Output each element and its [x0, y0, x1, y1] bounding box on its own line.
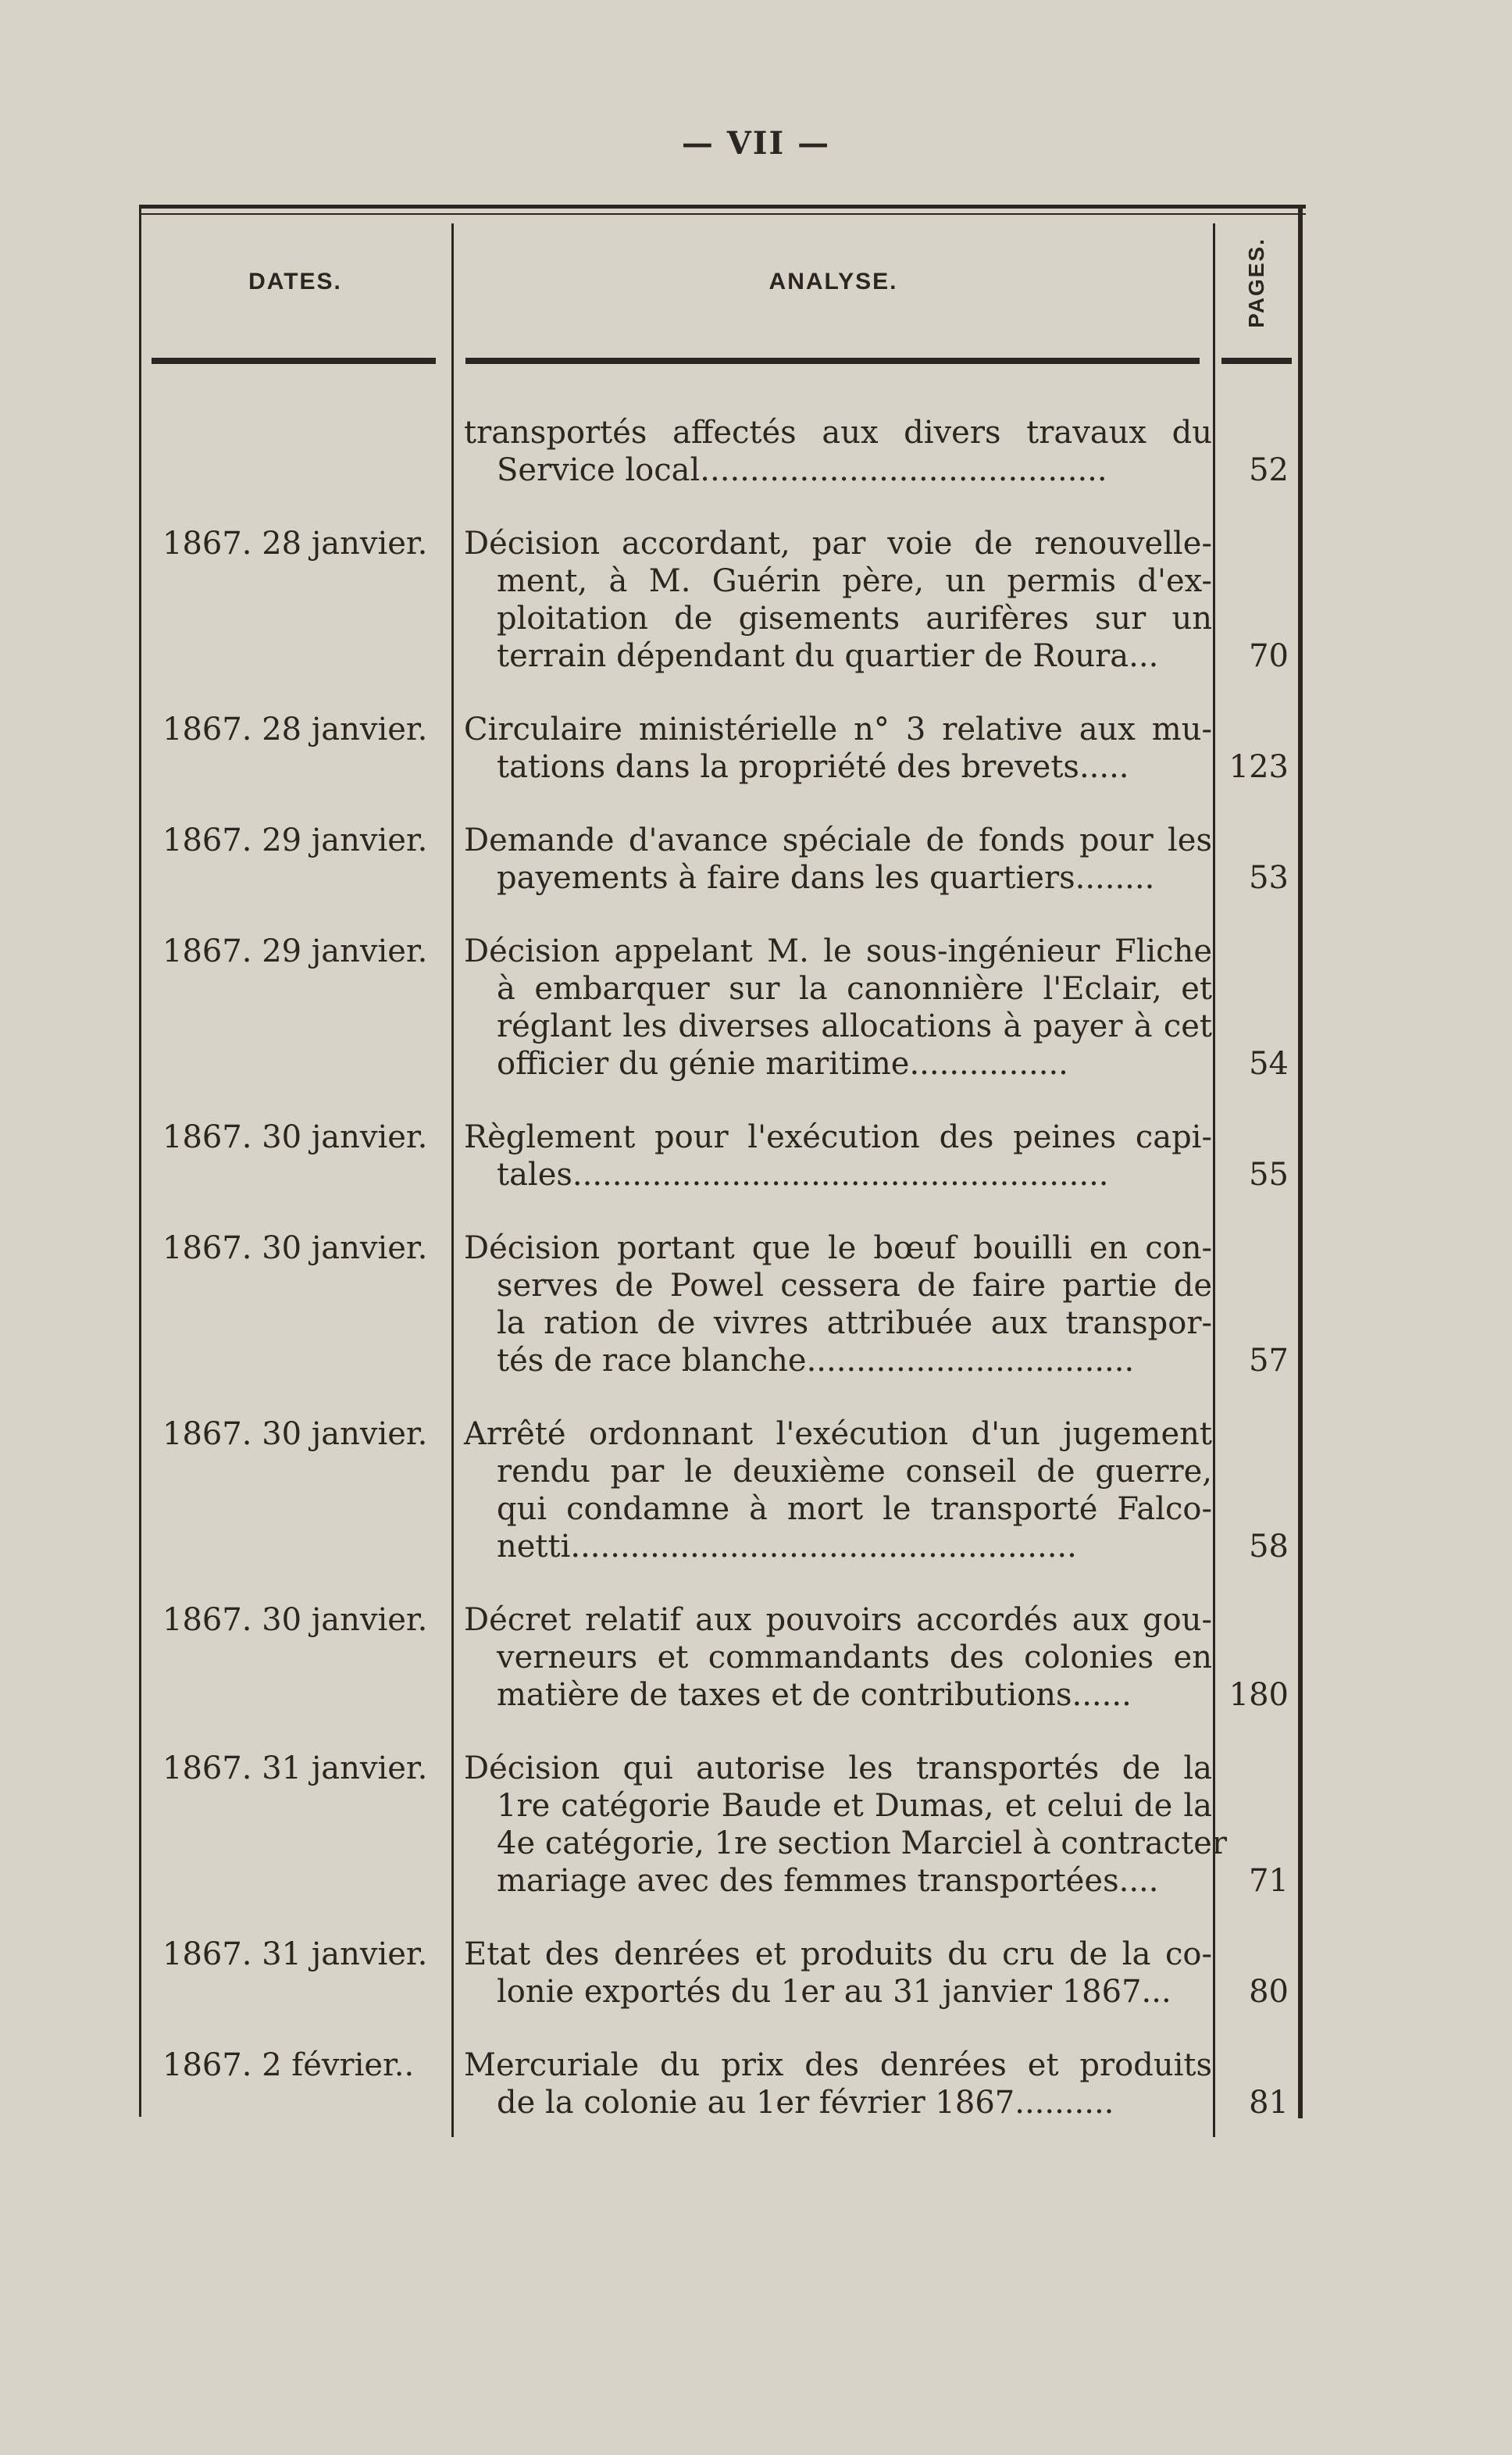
entry-analysis-line: ment, à M. Guérin père, un permis d'ex- — [497, 563, 1212, 599]
entry-page-number: 55 — [1249, 1157, 1289, 1193]
entry-date: 1867. 31 janvier. — [162, 1936, 428, 1972]
top-rule-thick — [139, 205, 1306, 209]
entry-analysis — [464, 1229, 1212, 1379]
page-number: — VII — — [681, 125, 831, 162]
entry-row — [139, 1936, 1306, 2011]
entry-analysis-line: Décision appelant M. le sous-ingénieur Fliche — [464, 933, 1212, 969]
entry-analysis — [464, 414, 1212, 489]
header-pages: PAGES. — [1244, 237, 1268, 328]
entry-row — [139, 2046, 1306, 2121]
header-dates: DATES. — [248, 269, 342, 294]
entry-row — [139, 414, 1306, 489]
entry-analysis-line: Décision portant que le bœuf bouilli en con- — [464, 1230, 1212, 1266]
entry-row — [139, 1119, 1306, 1194]
entry-analysis — [464, 933, 1212, 1083]
entry-analysis-line: la ration de vivres attribuée aux transpor- — [497, 1305, 1212, 1341]
entry-analysis-line: transportés affectés aux divers travaux du — [464, 415, 1212, 451]
header-analyse: ANALYSE. — [768, 269, 898, 294]
entry-analysis-line: serves de Powel cessera de faire partie de — [497, 1268, 1212, 1304]
header-rule-analyse — [465, 358, 1200, 364]
entry-analysis-line: qui condamne à mort le transporté Falco- — [497, 1491, 1212, 1527]
entry-page-number: 180 — [1228, 1677, 1289, 1713]
header-rule-pages — [1221, 358, 1292, 364]
entry-analysis-line: Arrêté ordonnant l'exécution d'un jugement — [464, 1416, 1212, 1452]
entry-page-number: 81 — [1249, 2085, 1289, 2121]
entry-analysis-line: réglant les diverses allocations à payer à cet — [497, 1008, 1212, 1044]
entry-row — [139, 1601, 1306, 1714]
entry-analysis — [464, 1119, 1212, 1194]
entry-page-number: 80 — [1249, 1974, 1289, 2010]
entry-row — [139, 1750, 1306, 1900]
entry-analysis-line: Décision qui autorise les transportés de la — [464, 1750, 1212, 1786]
index-table — [139, 205, 1306, 2121]
entry-analysis-line: verneurs et commandants des colonies en — [497, 1640, 1212, 1675]
entry-analysis — [464, 1750, 1227, 1900]
entry-page-number: 70 — [1249, 638, 1289, 674]
entry-analysis-line: 1re catégorie Baude et Dumas, et celui de la — [497, 1788, 1212, 1824]
entries — [139, 414, 1306, 2157]
entry-analysis-line: tations dans la propriété des brevets..... — [497, 749, 1129, 785]
entry-analysis-line: 4e catégorie, 1re section Marciel à contracter — [497, 1825, 1227, 1861]
entry-analysis — [464, 1936, 1212, 2011]
entry-row — [139, 1415, 1306, 1565]
entry-analysis — [464, 711, 1212, 786]
entry-analysis-line: Mercuriale du prix des denrées et produits — [464, 2047, 1212, 2083]
header-pages-cell — [1215, 228, 1298, 337]
entry-date: 1867. 30 janvier. — [162, 1416, 428, 1452]
entry-analysis-line: Décret relatif aux pouvoirs accordés aux gou- — [464, 1602, 1212, 1638]
entry-analysis — [464, 525, 1212, 675]
entry-row — [139, 525, 1306, 675]
entry-date: 1867. 30 janvier. — [162, 1230, 428, 1266]
entry-analysis-line: mariage avec des femmes transportées.... — [497, 1863, 1159, 1899]
entry-analysis-line: Circulaire ministérielle n° 3 relative aux mu- — [464, 712, 1212, 748]
entry-page-number: 52 — [1249, 452, 1289, 488]
entry-row — [139, 711, 1306, 786]
entry-date: 1867. 30 janvier. — [162, 1602, 428, 1638]
entry-row — [139, 1229, 1306, 1379]
entry-row — [139, 822, 1306, 897]
entry-analysis-line: lonie exportés du 1er au 31 janvier 1867... — [497, 1974, 1171, 2010]
entry-analysis — [464, 1415, 1212, 1565]
entry-analysis — [464, 822, 1212, 897]
entry-page-number: 54 — [1249, 1046, 1289, 1082]
entry-analysis-line: Etat des denrées et produits du cru de la co- — [464, 1936, 1212, 1972]
entry-date: 1867. 29 janvier. — [162, 822, 428, 858]
entry-analysis-line: Décision accordant, par voie de renouvelle- — [464, 526, 1212, 562]
entry-page-number: 53 — [1249, 860, 1289, 896]
entry-analysis-line: ploitation de gisements aurifères sur un — [497, 601, 1212, 637]
header-rule-dates — [152, 358, 436, 364]
entry-date: 1867. 31 janvier. — [162, 1750, 428, 1786]
entry-date: 1867. 29 janvier. — [162, 933, 428, 969]
entry-page-number: 123 — [1228, 749, 1289, 785]
entry-analysis-line: Service local......................................... — [497, 452, 1107, 488]
entry-analysis — [464, 2046, 1212, 2121]
entry-date: 1867. 28 janvier. — [162, 526, 428, 562]
entry-date: 1867. 28 janvier. — [162, 712, 428, 748]
entry-analysis-line: Demande d'avance spéciale de fonds pour les — [464, 822, 1212, 858]
entry-analysis-line: tales...................................................... — [497, 1157, 1109, 1193]
entry-analysis-line: rendu par le deuxième conseil de guerre, — [497, 1454, 1212, 1490]
entry-page-number: 58 — [1249, 1529, 1289, 1565]
entry-analysis-line: netti................................................... — [497, 1529, 1077, 1565]
entry-analysis-line: terrain dépendant du quartier de Roura... — [497, 638, 1159, 674]
entry-analysis-line: à embarquer sur la canonnière l'Eclair, et — [497, 971, 1212, 1007]
entry-date: 1867. 30 janvier. — [162, 1119, 428, 1155]
entry-analysis-line: payements à faire dans les quartiers........ — [497, 860, 1155, 896]
entry-analysis-line: de la colonie au 1er février 1867.......... — [497, 2085, 1114, 2121]
entry-analysis-line: officier du génie maritime................ — [497, 1046, 1068, 1082]
entry-page-number: 57 — [1249, 1343, 1289, 1379]
entry-analysis-line: tés de race blanche................................. — [497, 1343, 1135, 1379]
entry-analysis — [464, 1601, 1212, 1714]
entry-page-number: 71 — [1249, 1863, 1289, 1899]
entry-analysis-line: Règlement pour l'exécution des peines capi- — [464, 1119, 1212, 1155]
entry-date: 1867. 2 février.. — [162, 2047, 415, 2083]
top-rule-thin — [139, 213, 1306, 215]
entry-analysis-line: matière de taxes et de contributions...... — [497, 1677, 1132, 1713]
entry-row — [139, 933, 1306, 1083]
